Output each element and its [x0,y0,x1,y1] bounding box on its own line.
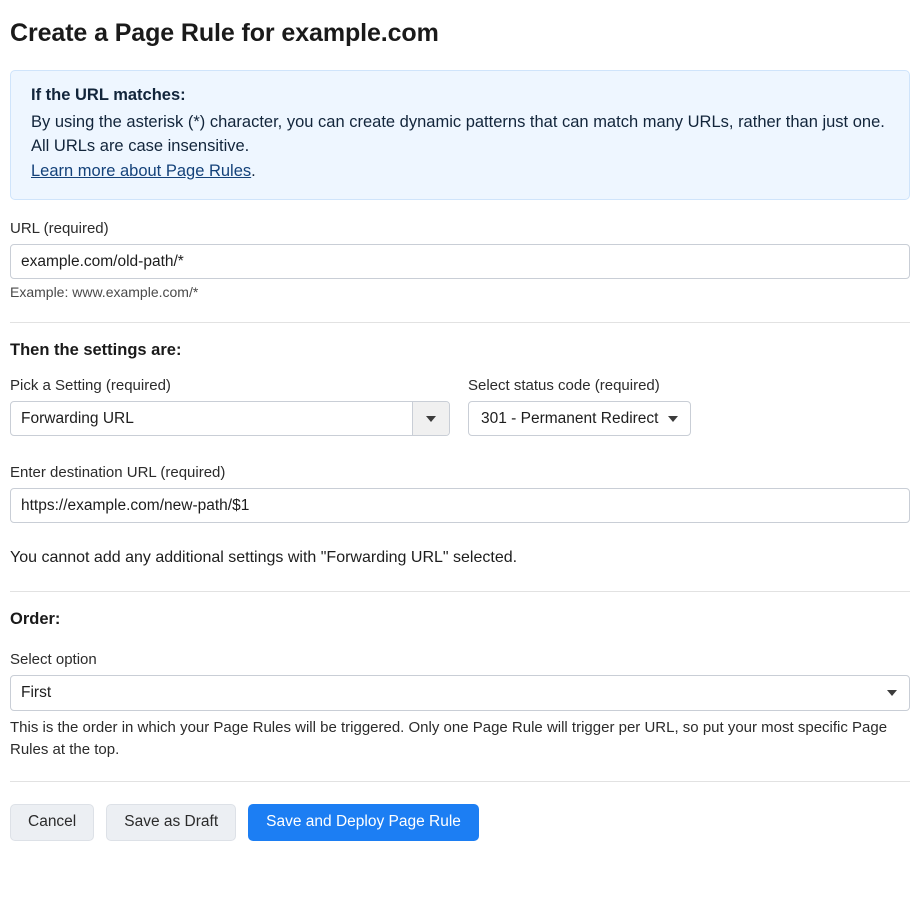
info-callout-body: By using the asterisk (*) character, you can create dynamic patterns that can match many URLs, rather than just one. All URLs are case insensitive. [31,113,885,156]
chevron-down-icon-order [887,690,897,696]
destination-url-label: Enter destination URL (required) [10,464,226,482]
url-helper-text: Example: www.example.com/* [10,284,199,301]
divider-order [10,591,910,592]
page-title: Create a Page Rule for example.com [10,19,439,47]
pick-setting-label: Pick a Setting (required) [10,377,171,395]
settings-section-title: Then the settings are: [10,341,182,360]
form-actions [10,804,910,841]
order-select-value: First [21,684,52,702]
status-code-label: Select status code (required) [468,377,660,395]
cancel-button[interactable]: Cancel [10,804,94,841]
info-callout [10,70,910,200]
divider-settings [10,322,910,323]
info-link-suffix: . [251,161,256,180]
forwarding-note: You cannot add any additional settings with "Forwarding URL" selected. [10,549,518,567]
order-helper-text: This is the order in which your Page Rules will be triggered. Only one Page Rule will trigger per URL, so put your most specific Page Rules at the top. [10,719,888,758]
info-callout-text [31,110,889,183]
pick-setting-group [10,377,450,436]
chevron-down-icon [412,402,449,435]
pick-setting-select[interactable] [10,401,450,436]
status-code-select[interactable] [468,401,691,436]
url-input[interactable] [10,244,910,279]
status-code-group [468,377,718,436]
order-section-title: Order: [10,610,61,629]
destination-url-input[interactable] [10,488,910,523]
save-and-deploy-button[interactable]: Save and Deploy Page Rule [248,804,479,841]
status-code-value: 301 - Permanent Redirect [481,409,659,427]
divider-buttons [10,781,910,782]
order-select-label: Select option [10,651,97,669]
settings-row [10,377,910,436]
chevron-down-icon-status [668,416,678,422]
url-field-label: URL (required) [10,220,109,238]
save-as-draft-button[interactable]: Save as Draft [106,804,236,841]
info-callout-title: If the URL matches: [31,86,186,104]
order-select[interactable] [10,675,910,711]
learn-more-link[interactable]: Learn more about Page Rules [31,161,252,180]
pick-setting-value: Forwarding URL [21,409,134,427]
